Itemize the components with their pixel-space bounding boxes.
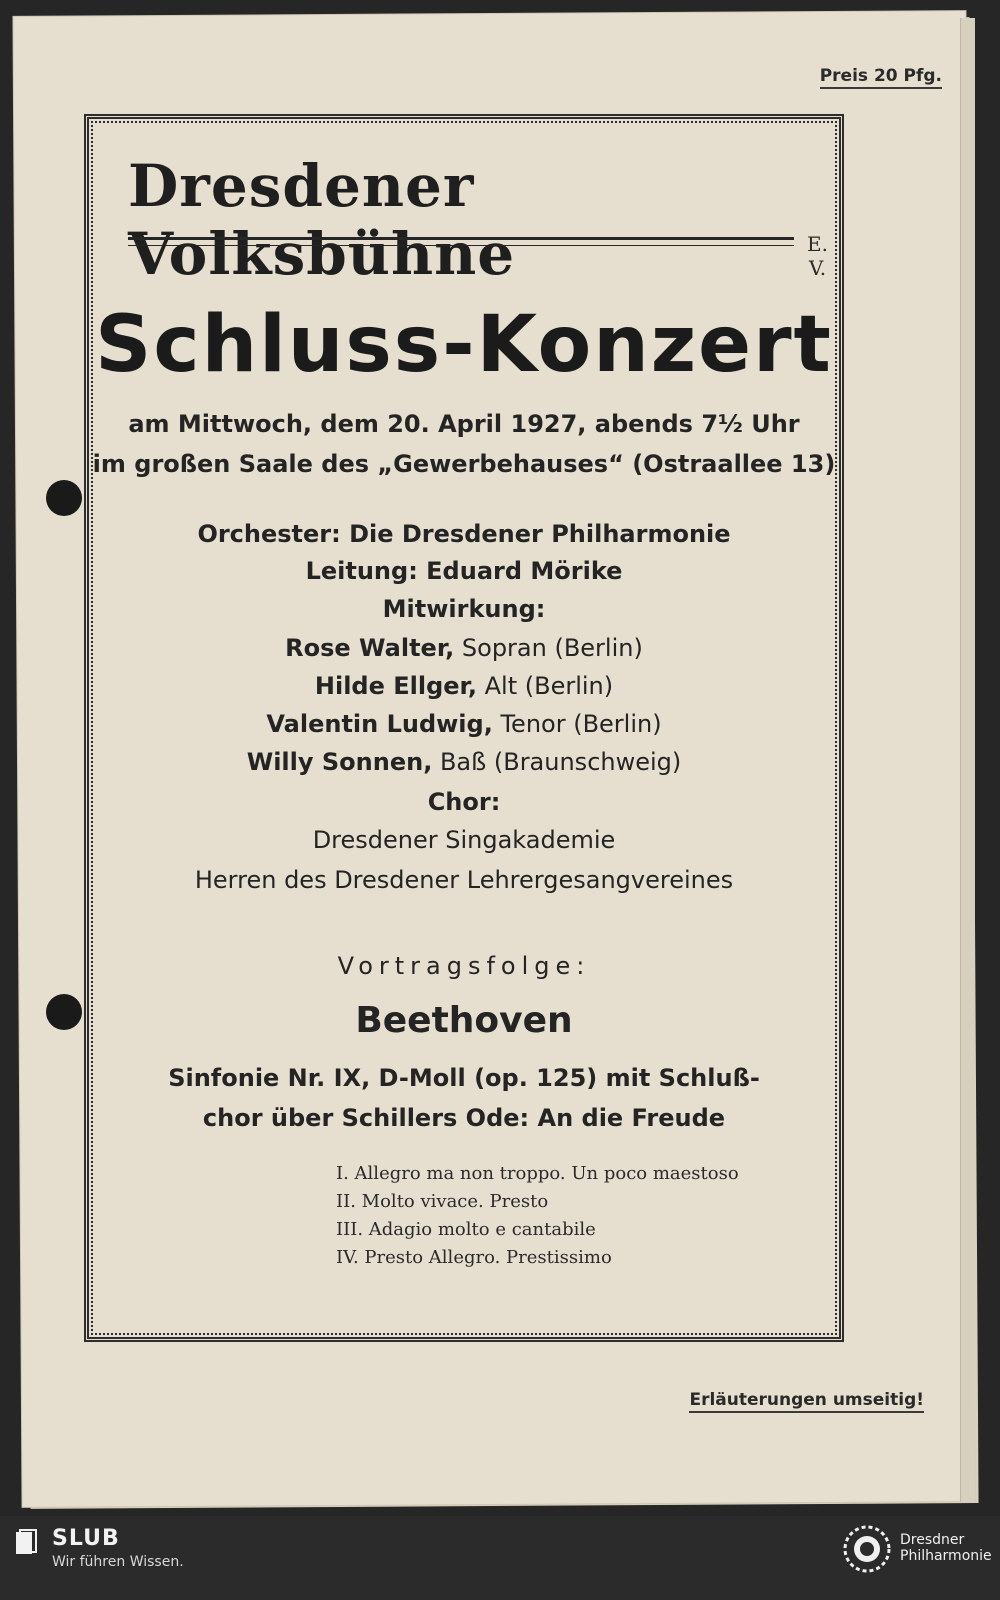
movement-item: IV. Presto Allegro. Prestissimo: [336, 1247, 612, 1268]
library-name: SLUB: [52, 1526, 120, 1551]
partner-name-line: Philharmonie: [900, 1548, 992, 1564]
soloist-name: Valentin Ludwig,: [266, 710, 493, 738]
movement-item: III. Adagio molto e cantabile: [336, 1219, 596, 1240]
suffix-line: V.: [808, 256, 827, 280]
header-rule: [128, 237, 794, 246]
soloist-name: Rose Walter,: [285, 634, 455, 662]
organization-suffix: [807, 232, 828, 288]
organization-header: [128, 152, 828, 288]
soloist-name: Hilde Ellger,: [314, 672, 477, 700]
sheet-edge: [960, 18, 975, 1502]
partner-name: [900, 1532, 992, 1564]
program-label: Vortragsfolge:: [337, 952, 591, 980]
concert-title: Schluss-Konzert: [95, 300, 833, 390]
orchestra-line: Orchester: Die Dresdener Philharmonie: [197, 520, 731, 548]
library-tagline: Wir führen Wissen.: [52, 1554, 184, 1570]
soloist-detail: Baß (Braunschweig): [432, 748, 682, 776]
soloist-detail: Tenor (Berlin): [492, 710, 662, 738]
punch-hole: [46, 994, 82, 1030]
soloist-detail: Sopran (Berlin): [454, 634, 643, 662]
composer-name: Beethoven: [355, 1000, 573, 1041]
participation-label: Mitwirkung:: [382, 595, 546, 623]
philharmonie-logo-icon: [842, 1524, 892, 1574]
choir-line: Herren des Dresdener Lehrergesangvereines: [194, 866, 734, 894]
footer-bar: [0, 1516, 1000, 1600]
date-line: am Mittwoch, dem 20. April 1927, abends 7½ Uhr: [128, 410, 800, 438]
suffix-line: E.: [807, 232, 828, 256]
partner-name-line: Dresdner: [900, 1532, 965, 1548]
price-label: Preis 20 Pfg.: [820, 66, 942, 89]
soloist-line: [84, 710, 844, 738]
movement-item: II. Molto vivace. Presto: [336, 1191, 549, 1212]
organization-name: Dresdener Volksbühne: [128, 152, 516, 288]
punch-hole: [46, 480, 82, 516]
work-title-line: Sinfonie Nr. IX, D-Moll (op. 125) mit Schluß-: [168, 1064, 760, 1092]
explanations-note: Erläuterungen umseitig!: [689, 1390, 924, 1413]
movement-list: [336, 1160, 739, 1272]
venue-line: im großen Saale des „Gewerbehauses“ (Ostraallee 13): [92, 450, 836, 478]
soloist-line: [84, 672, 844, 700]
work-title-line: chor über Schillers Ode: An die Freude: [202, 1104, 726, 1132]
choir-label: Chor:: [427, 788, 501, 816]
soloist-line: [84, 634, 844, 662]
conductor-line: Leitung: Eduard Mörike: [305, 557, 623, 585]
slub-logo-icon: [14, 1528, 38, 1558]
choir-line: Dresdener Singakademie: [312, 826, 616, 854]
movement-item: I. Allegro ma non troppo. Un poco maestoso: [336, 1163, 739, 1184]
soloist-detail: Alt (Berlin): [476, 672, 614, 700]
soloist-line: [84, 748, 844, 776]
soloist-name: Willy Sonnen,: [246, 748, 433, 776]
